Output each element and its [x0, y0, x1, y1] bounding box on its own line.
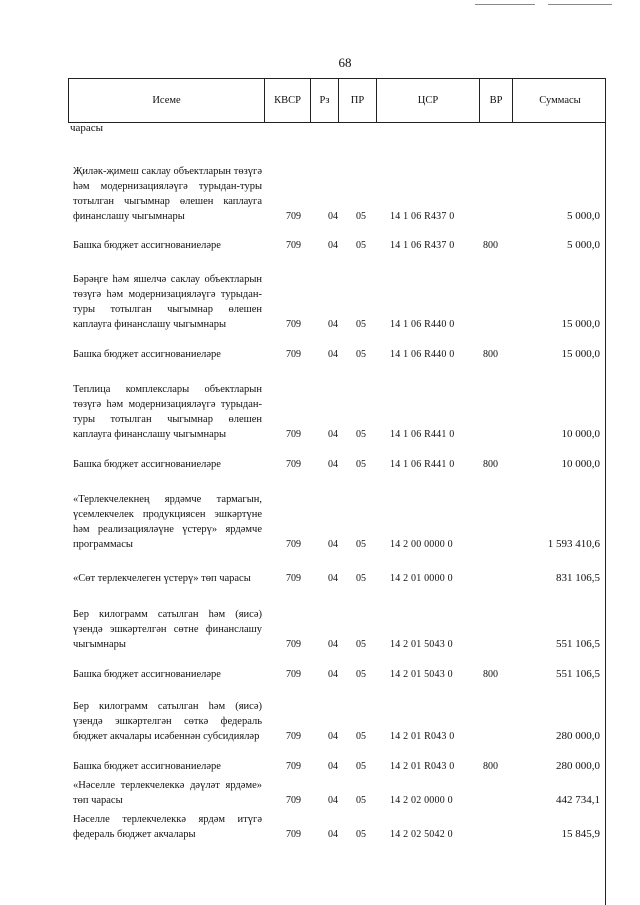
row-csr: 14 2 01 5043 0: [390, 639, 453, 650]
row-pr: 05: [356, 795, 366, 806]
row-name: Теплица комплекслары объектларын төзүгә һәм модернизацияләүгә турыдан-туры тотылган чыгымнар өлешен каплауга финанслашу чыгымнары: [73, 384, 262, 440]
row-kvsr: 709: [286, 639, 301, 650]
row-sum: 551 106,5: [556, 638, 600, 650]
row-rz: 04: [328, 539, 338, 550]
row-name: Җиләк-җимеш саклау объектларын төзүгә һәм модернизацияләүгә турыдан-туры тотылган чыгымнар өлешен каплауга финанслашу чыгымнары: [73, 166, 262, 222]
row-kvsr: 709: [286, 211, 301, 222]
row-csr: 14 2 02 5042 0: [390, 829, 453, 840]
row-sum: 551 106,5: [556, 668, 600, 680]
row-name: Нәселле терлекчелеккә ярдәм итүгә федераль бюджет акчалары: [73, 814, 262, 840]
row-name: Башка бюджет ассигнованиеләре: [73, 459, 221, 470]
row-name: «Терлекчелекнең ярдәмче тармагын, үсемлекчелек продукциясен эшкәртүне һәм реализацияләүне үстерү» ярдәмче программасы: [73, 494, 262, 550]
row-kvsr: 709: [286, 319, 301, 330]
row-pr: 05: [356, 459, 366, 470]
row-vr: 800: [483, 761, 498, 772]
row-vr: 800: [483, 240, 498, 251]
row-pr: 05: [356, 240, 366, 251]
row-pr: 05: [356, 639, 366, 650]
row-csr: 14 2 01 5043 0: [390, 669, 453, 680]
row-sum: 1 593 410,6: [547, 538, 600, 550]
row-csr: 14 2 01 0000 0: [390, 573, 453, 584]
row-pr: 05: [356, 761, 366, 772]
row-name: Башка бюджет ассигнованиеләре: [73, 240, 221, 251]
row-name: Бер килограмм сатылган һәм (яисә) үзендә эшкәртелгән сөткә федераль бюджет акчалары исәбеннән субсидияләр: [73, 701, 262, 742]
row-vr: 800: [483, 459, 498, 470]
row-rz: 04: [328, 573, 338, 584]
row-kvsr: 709: [286, 795, 301, 806]
row-rz: 04: [328, 429, 338, 440]
row-sum: 5 000,0: [567, 210, 600, 222]
header-pr: ПР: [339, 79, 377, 122]
row-sum: 280 000,0: [556, 760, 600, 772]
row-kvsr: 709: [286, 349, 301, 360]
row-name: «Нәселле терлекчелеккә дәүләт ярдәме» төп чарасы: [73, 780, 262, 806]
row-csr: 14 1 06 R437 0: [390, 211, 455, 222]
row-name: «Сөт терлекчелеген үстерү» төп чарасы: [73, 573, 251, 584]
row-sum: 10 000,0: [561, 458, 600, 470]
row-kvsr: 709: [286, 429, 301, 440]
row-pr: 05: [356, 429, 366, 440]
row-kvsr: 709: [286, 731, 301, 742]
row-rz: 04: [328, 639, 338, 650]
row-rz: 04: [328, 459, 338, 470]
row-name: Бер килограмм сатылган һәм (яисә) үзендә эшкәртелгән сөтне финанслашу чыгымнары: [73, 609, 262, 650]
row-sum: 15 000,0: [561, 318, 600, 330]
header-kvsr: КВСР: [265, 79, 311, 122]
row-pr: 05: [356, 731, 366, 742]
row-rz: 04: [328, 319, 338, 330]
row-rz: 04: [328, 731, 338, 742]
header-csr: ЦСР: [377, 79, 480, 122]
row-kvsr: 709: [286, 240, 301, 251]
row-kvsr: 709: [286, 761, 301, 772]
row-kvsr: 709: [286, 459, 301, 470]
row-pr: 05: [356, 319, 366, 330]
row-csr: 14 1 06 R441 0: [390, 429, 455, 440]
row-csr: 14 2 02 0000 0: [390, 795, 453, 806]
row-csr: 14 1 06 R437 0: [390, 240, 455, 251]
row-kvsr: 709: [286, 573, 301, 584]
row-pr: 05: [356, 669, 366, 680]
row-rz: 04: [328, 761, 338, 772]
row-rz: 04: [328, 829, 338, 840]
row-csr: 14 2 01 R043 0: [390, 731, 455, 742]
row-csr: 14 1 06 R440 0: [390, 319, 455, 330]
continuation-text: чарасы: [70, 122, 104, 134]
header-sum: Суммасы: [539, 95, 581, 106]
row-pr: 05: [356, 349, 366, 360]
row-kvsr: 709: [286, 539, 301, 550]
row-vr: 800: [483, 669, 498, 680]
row-csr: 14 2 01 R043 0: [390, 761, 455, 772]
row-name: Башка бюджет ассигнованиеләре: [73, 761, 221, 772]
row-pr: 05: [356, 539, 366, 550]
row-name: Башка бюджет ассигнованиеләре: [73, 669, 221, 680]
row-vr: 800: [483, 349, 498, 360]
row-csr: 14 2 00 0000 0: [390, 539, 453, 550]
row-csr: 14 1 06 R441 0: [390, 459, 455, 470]
header-rz: Рз: [311, 79, 339, 122]
row-rz: 04: [328, 240, 338, 251]
row-rz: 04: [328, 669, 338, 680]
row-sum: 442 734,1: [556, 794, 600, 806]
row-sum: 5 000,0: [567, 239, 600, 251]
row-sum: 10 000,0: [561, 428, 600, 440]
page-number: 68: [338, 55, 352, 70]
row-pr: 05: [356, 829, 366, 840]
row-rz: 04: [328, 795, 338, 806]
row-name: Башка бюджет ассигнованиеләре: [73, 349, 221, 360]
row-rz: 04: [328, 349, 338, 360]
row-sum: 15 845,9: [561, 828, 600, 840]
row-sum: 280 000,0: [556, 730, 600, 742]
row-kvsr: 709: [286, 669, 301, 680]
row-name: Бәрәңге һәм яшелчә саклау объектларын төзүгә һәм модернизацияләүгә турыдан-туры тотылган чыгымнар өлешен каплауга финанслашу чыгымнары: [73, 274, 262, 330]
row-kvsr: 709: [286, 829, 301, 840]
header-vr: ВР: [480, 79, 513, 122]
header-name: Исеме: [69, 79, 265, 122]
row-sum: 15 000,0: [561, 348, 600, 360]
row-sum: 831 106,5: [556, 572, 600, 584]
row-pr: 05: [356, 211, 366, 222]
row-pr: 05: [356, 573, 366, 584]
row-csr: 14 1 06 R440 0: [390, 349, 455, 360]
row-rz: 04: [328, 211, 338, 222]
